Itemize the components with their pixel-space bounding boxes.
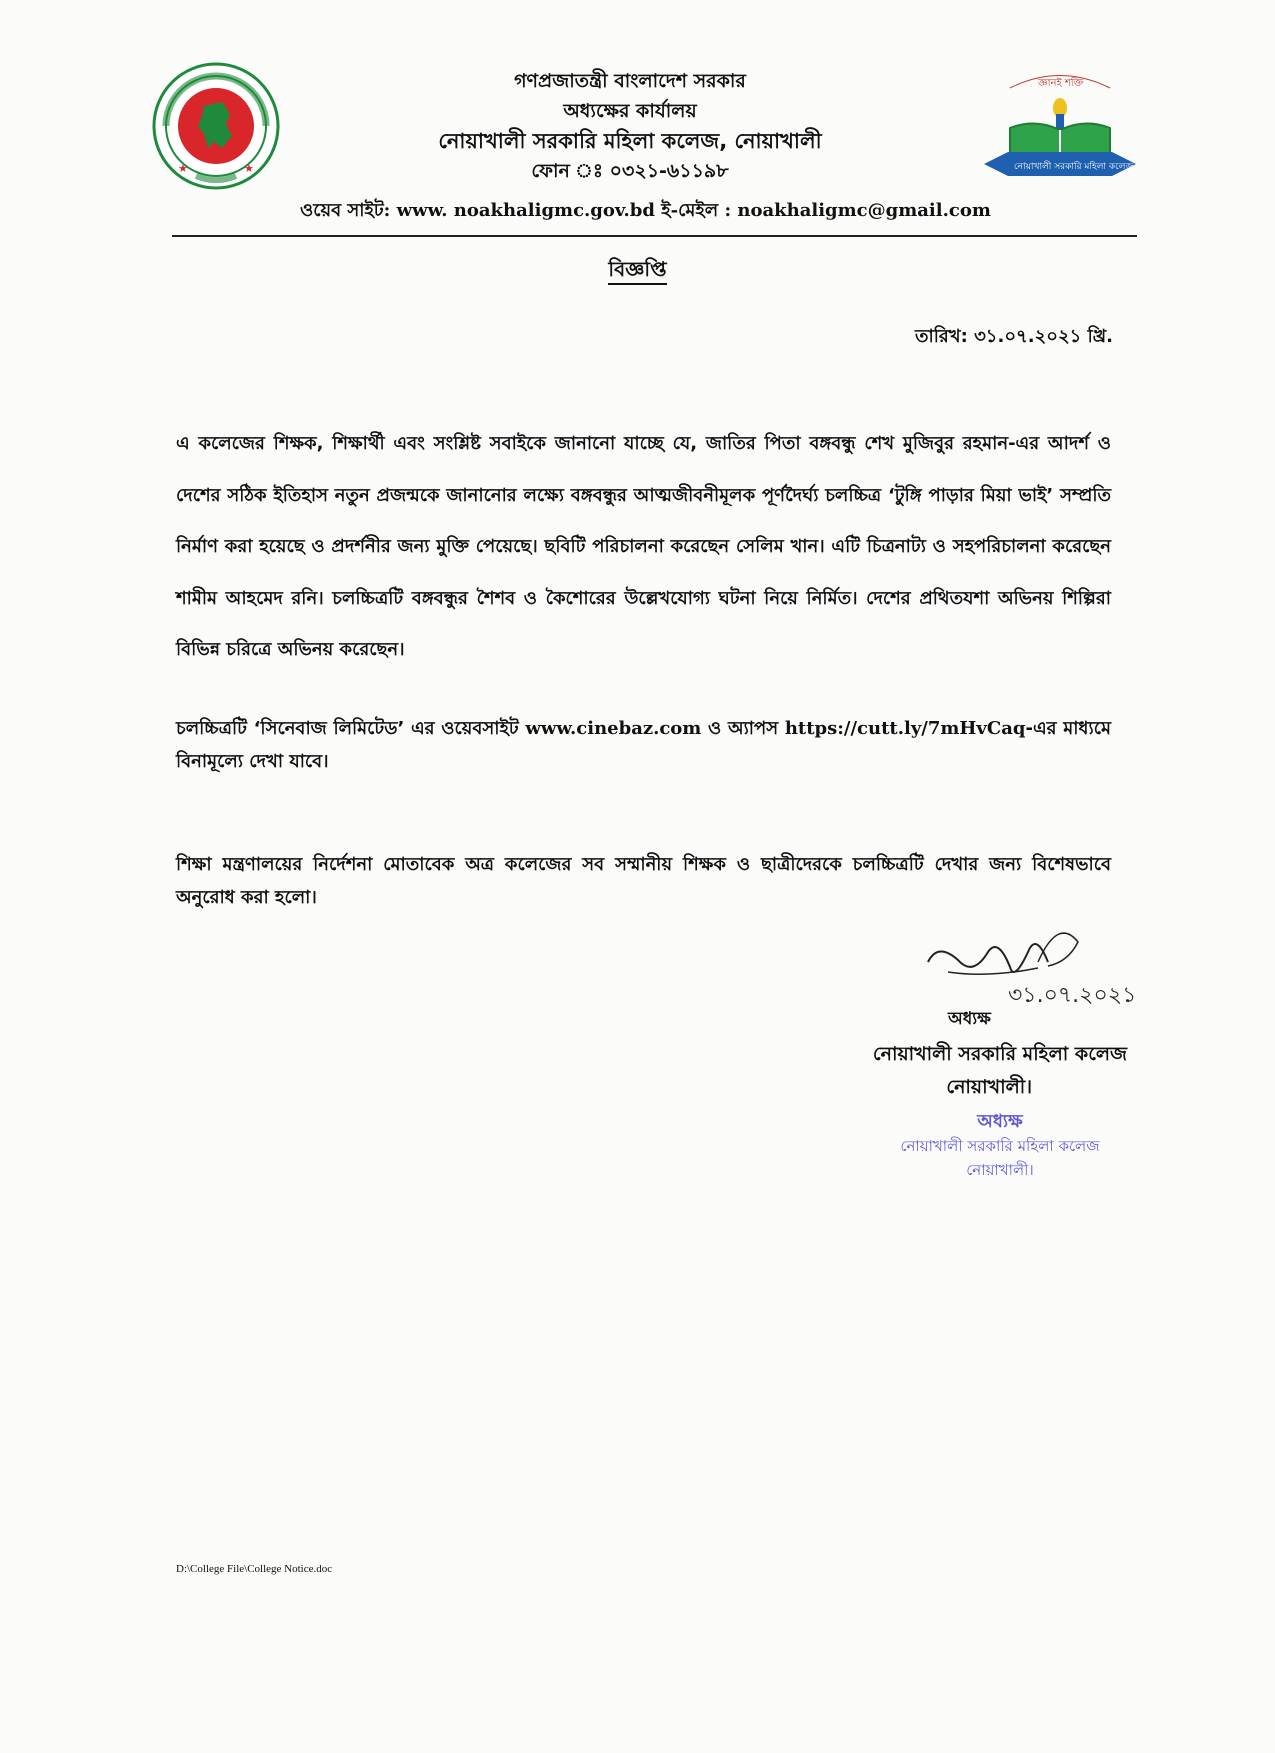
notice-title: বিজ্ঞপ্তি — [0, 255, 1275, 288]
stamp-college: নোয়াখালী সরকারি মহিলা কলেজ — [900, 1137, 1100, 1155]
svg-text:জ্ঞানই শক্তি: জ্ঞানই শক্তি — [1038, 78, 1084, 89]
notice-paragraph-1: এ কলেজের শিক্ষক, শিক্ষার্থী এবং সংশ্লিষ্ট সবাইকে জানানো যাচ্ছে যে, জাতির পিতা বঙ্গবন্ধু শেখ মুজিবুর রহমান-এর আদর্শ ও দেশের সঠিক ইতিহাস নতুন প্রজন্মকে জানানোর লক্ষ্যে বঙ্গবন্ধুর আত্মজীবনীমূলক পূর্ণদৈর্ঘ্য চলচ্চিত্র ‘টুঙ্গি পাড়ার মিয়া ভাই’ সম্প্রতি নির্মাণ করা হয়েছে ও প্রদর্শনীর জন্য মুক্তি পেয়েছে। ছবিটি পরিচালনা করেছেন সেলিম খান। এটি চিত্রনাট্য ও সহপরিচালনা করেছেন শামীম আহমেদ রনি। চলচ্চিত্রটি বঙ্গবন্ধুর শৈশব ও কৈশোরের উল্লেখযোগ্য ঘটনা নিয়ে নির্মিত। দেশের প্রথিতযশা অভিনয় শিল্পিরা বিভিন্ন চরিত্রে অভিনয় করেছেন। — [176, 433, 1111, 660]
phone-number: ফোন ঃ ০৩২১-৬১১৯৮ — [531, 160, 729, 182]
header-divider — [172, 235, 1137, 237]
letterhead — [290, 66, 970, 186]
svg-text:নোয়াখালী সরকারি মহিলা কলেজ: নোয়াখালী সরকারি মহিলা কলেজ — [1014, 162, 1134, 172]
govt-name: গণপ্রজাতন্ত্রী বাংলাদেশ সরকার — [514, 70, 746, 92]
government-seal-icon — [152, 62, 280, 190]
signatory-college: নোয়াখালী সরকারি মহিলা কলেজ — [872, 1043, 1127, 1065]
cinebaz-app-link[interactable]: https://cutt.ly/7mHvCaq — [784, 718, 1026, 739]
college-logo-icon — [980, 68, 1140, 193]
stamp-district: নোয়াখালী। — [966, 1161, 1034, 1179]
svg-text:★: ★ — [244, 162, 254, 175]
document-file-path: D:\College File\College Notice.doc — [176, 1563, 333, 1575]
email-label: ই-মেইল : — [661, 200, 732, 221]
email-link[interactable]: noakhaligmc@gmail.com — [737, 200, 991, 221]
cinebaz-website-link[interactable]: www.cinebaz.com — [525, 718, 702, 739]
office-name: অধ্যক্ষের কার্যালয় — [563, 100, 697, 122]
stamp-title: অধ্যক্ষ — [977, 1111, 1023, 1132]
signatory-title: অধ্যক্ষ — [948, 1009, 991, 1029]
official-stamp — [880, 1110, 1120, 1182]
college-name: নোয়াখালী সরকারি মহিলা কলেজ, নোয়াখালী — [438, 129, 822, 153]
signatory-district: নোয়াখালী। — [946, 1076, 1032, 1098]
notice-paragraph-2 — [176, 712, 1111, 778]
para2-text-b: ও অ্যাপস — [708, 718, 779, 739]
svg-text:৩১.০৭.২০২১: ৩১.০৭.২০২১ — [1008, 983, 1137, 1008]
notice-paragraph-3: শিক্ষা মন্ত্রণালয়ের নির্দেশনা মোতাবেক অত্র কলেজের সব সম্মানীয় শিক্ষক ও ছাত্রীদেরকে চলচ্চিত্রটি দেখার জন্য বিশেষভাবে অনুরোধ করা হলো। — [176, 854, 1111, 908]
para2-text-a: চলচ্চিত্রটি ‘সিনেবাজ লিমিটেড’ এর ওয়েবসাইট — [176, 718, 519, 739]
website-link[interactable]: www. noakhaligmc.gov.bd — [396, 200, 655, 221]
notice-date: তারিখ: ৩১.০৭.২০২১ খ্রি. — [915, 326, 1113, 347]
contact-line — [300, 196, 1020, 227]
website-label: ওয়েব সাইট: — [300, 200, 391, 221]
svg-text:★: ★ — [178, 162, 188, 175]
para2-text-c: -এর মাধ্যমে বিনামূল্যে দেখা যাবে। — [176, 718, 1111, 772]
